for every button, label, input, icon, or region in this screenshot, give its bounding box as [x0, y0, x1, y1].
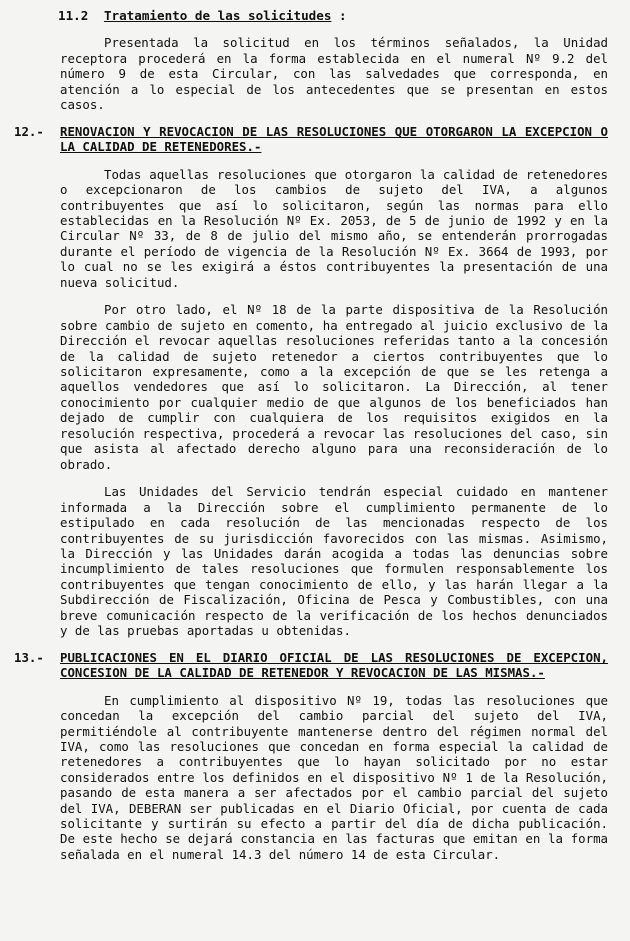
section-title-text: PUBLICACIONES EN EL DIARIO OFICIAL DE LAS RESOLUCIONES DE EXCEPCION, CONCESION DE LA CALIDAD DE RETENEDOR Y REVOCACION DE LAS MISMAS — [60, 650, 608, 681]
section-number: 12.- — [14, 124, 44, 140]
subsection-title: Tratamiento de las solicitudes — [103, 8, 332, 23]
paragraph-12-1: Todas aquellas resoluciones que otorgaron la calidad de retenedores o excepcionaron de los cambios de sujeto del IVA, a algunos contribuyentes que así lo solicitaron, según las normas para ello establecidas en la Resolución Nº Ex. 2053, de 5 de junio de 1992 y en la Circular Nº 33, de 8 de julio del mismo año, se entenderán prorrogadas durante el período de vigencia de la Resolución Nº Ex. 3664 de 1993, por lo cual no se les exigirá a éstos contribuyentes la presentación de una nueva solicitud. — [60, 166, 608, 290]
subsection-title-suffix: : — [331, 8, 347, 23]
section-heading-13 — [14, 650, 608, 680]
subsection-number: 11.2 — [58, 8, 89, 23]
section-number: 13.- — [14, 650, 44, 666]
section-title — [60, 650, 608, 680]
paragraph-12-2: Por otro lado, el Nº 18 de la parte dispositiva de la Resolución sobre cambio de sujeto en comento, ha entregado al juicio exclusivo de la Dirección el revocar aquellas resoluciones referidas tanto a la concesión de la calidad de sujeto retenedor a ciertos contribuyentes que lo solicitaron expresamente, como a la excepción de que se les retenga a aquellos vendedores que así lo solicitaron. La Dirección, al tener conocimiento por cualquier medio de que algunos de los beneficiados han dejado de cumplir con cualquiera de los requisitos exigidos en la resolución respectiva, procederá a revocar las resoluciones del caso, sin que asista al afectado derecho alguno para una reconsideración de lo obrado. — [60, 302, 608, 472]
section-title-text: RENOVACION Y REVOCACION DE LAS RESOLUCIONES QUE OTORGARON LA EXCEPCION O LA CALIDAD DE RETENEDORES — [60, 124, 608, 155]
section-title-suffix: .- — [529, 665, 545, 681]
paragraph-11-2: Presentada la solicitud en los términos señalados, la Unidad receptora procederá en la forma establecida en el numeral Nº 9.2 del número 9 de esta Circular, con las salvedades que corresponda, en atención a lo especial de los antecedentes que se presentan en estos casos. — [60, 35, 608, 113]
section-title-suffix: .- — [246, 139, 262, 155]
subsection-heading-11-2 — [58, 8, 608, 23]
paragraph-12-3: Las Unidades del Servicio tendrán especial cuidado en mantener informada a la Dirección sobre el cumplimiento permanente de lo estipulado en cada resolución de las mencionadas respecto de los contribuyentes de su jurisdicción favorecidos con las mismas. Asimismo, la Dirección y las Unidades darán acogida a todas las denuncias sobre incumplimiento de tales resoluciones que formulen responsablemente los contribuyentes que tengan conocimiento de ello, y las harán llegar a la Subdirección de Fiscalización, Oficina de Pesca y Combustibles, con una breve comunicación respecto de la verificación de los hechos denunciados y de las pruebas aportadas u obtenidas. — [60, 484, 608, 638]
paragraph-13: En cumplimiento al dispositivo Nº 19, todas las resoluciones que concedan la excepción del cambio parcial del sujeto del IVA, permitiéndole al contribuyente mantenerse dentro del régimen normal del IVA, como las resoluciones que concedan en forma especial la calidad de retenedores a contribuyentes que lo hayan solicitado por no estar considerados entre los definidos en el dispositivo Nº 1 de la Resolución, pasando de esta manera a ser afectados por el cambio parcial del sujeto del IVA, DEBERAN ser publicadas en el Diario Oficial, por cuenta de cada solicitante y surtirán su efecto a partir del día de dicha publicación. De este hecho se dejará constancia en las facturas que emitan en la forma señalada en el numeral 14.3 del número 14 de esta Circular. — [60, 692, 608, 862]
section-title — [60, 124, 608, 154]
section-heading-12 — [14, 124, 608, 154]
